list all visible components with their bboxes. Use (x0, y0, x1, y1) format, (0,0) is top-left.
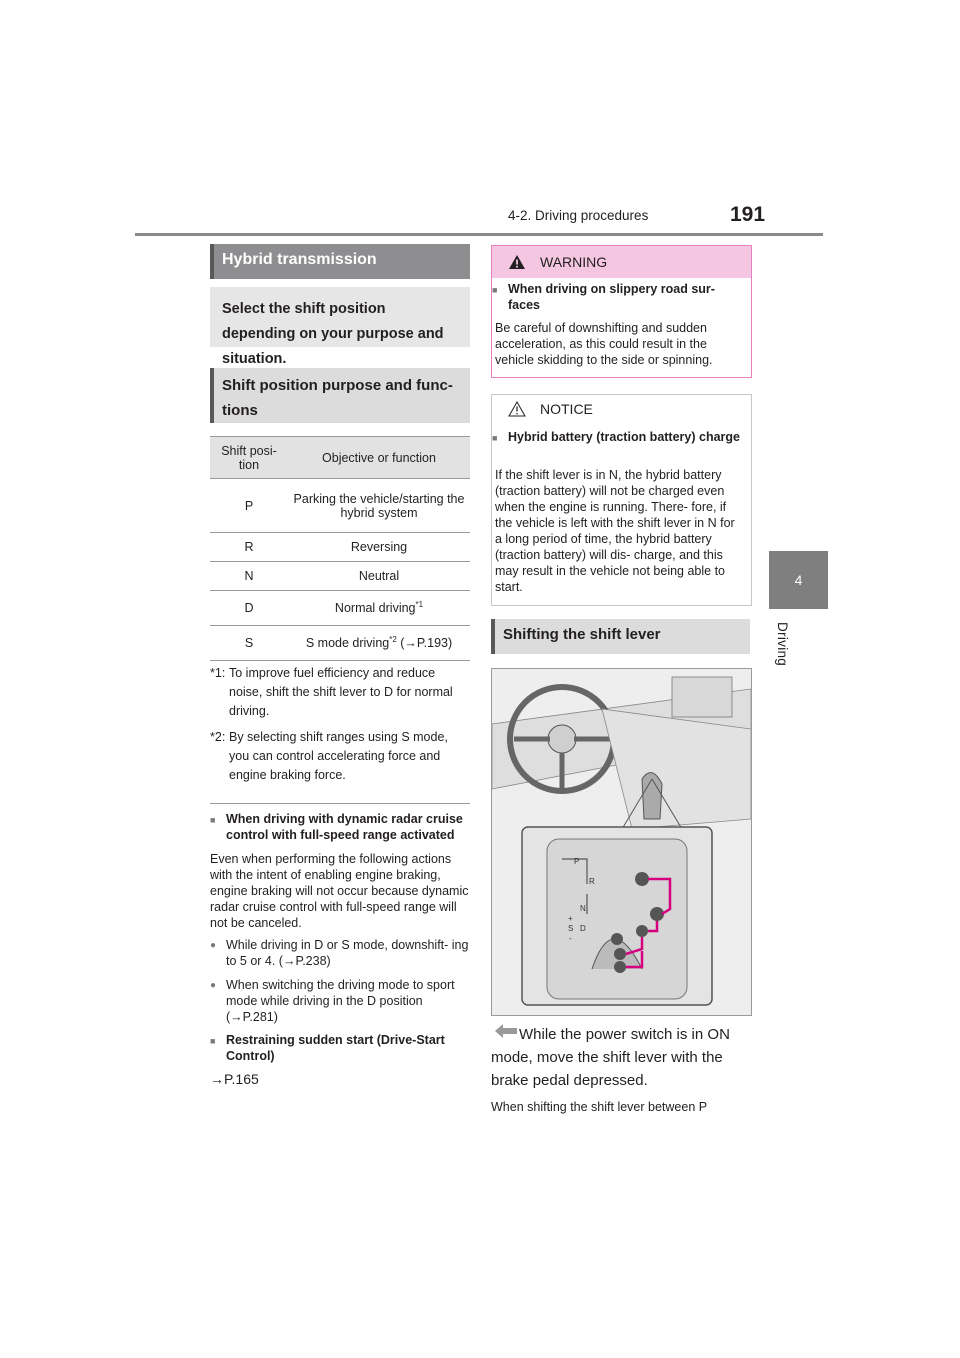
list-item: ● When switching the driving mode to sport mode while driving in the D position (→P.281) (210, 977, 470, 1025)
footnote-text: To improve fuel efficiency and reduce noise, shift the shift lever to D for normal driving. (229, 666, 453, 718)
page-reference[interactable]: →P.165 (210, 1071, 259, 1087)
note-title-radar-cruise: ■ When driving with dynamic radar cruise control with full-speed range activated (210, 811, 470, 843)
main-heading (210, 244, 470, 279)
svg-text:N: N (580, 904, 586, 913)
shift-function: Neutral (288, 562, 470, 591)
footnote-mark: *2: (210, 730, 226, 744)
instruction-text: While the power switch is in ON mode, move the shift lever with the brake pedal depressed. (491, 1026, 730, 1089)
shift-position: D (210, 591, 288, 626)
warning-header (492, 246, 751, 278)
svg-text:P: P (574, 857, 580, 866)
sub-heading-shift-positions-text: Shift position purpose and func- tions (222, 377, 453, 419)
shift-position-table (210, 436, 470, 661)
chapter-tab: 4 (769, 551, 828, 609)
table-row (210, 479, 470, 533)
cockpit-drawing (492, 669, 751, 1015)
chapter-tab-label: Driving (775, 622, 790, 667)
footnote (210, 728, 470, 785)
header-rule (135, 233, 823, 236)
shift-lever-illustration (491, 668, 752, 1016)
notice-title: ■ Hybrid battery (traction battery) charge (492, 429, 744, 445)
footnote-text: By selecting shift ranges using S mode, you can control accelerating force and engine braking force. (229, 730, 448, 782)
main-heading-text: Hybrid transmission (222, 251, 377, 268)
shift-lever-heading (491, 619, 750, 654)
footnote-ref: *2 (389, 635, 397, 645)
warning-icon (508, 254, 526, 270)
shift-position: P (210, 479, 288, 533)
shift-function: Reversing (288, 533, 470, 562)
note-title-drive-start-control: ■ Restraining sudden start (Drive-Start Control) (210, 1032, 470, 1064)
warning-label: WARNING (540, 254, 608, 270)
footnote-ref: *1 (415, 600, 424, 610)
warning-box (491, 245, 752, 378)
caution-icon (508, 401, 526, 417)
shift-lever-heading-text: Shifting the shift lever (503, 626, 661, 643)
notice-label: NOTICE (540, 401, 593, 417)
footnote-mark: *1: (210, 666, 226, 680)
heading-accent (210, 368, 214, 423)
list-item: ● While driving in D or S mode, downshift- ing to 5 or 4. (→P.238) (210, 937, 470, 969)
svg-text:S: S (568, 924, 574, 933)
heading-accent (491, 619, 495, 654)
shift-position: S (210, 626, 288, 661)
svg-text:D: D (580, 924, 586, 933)
note-body-radar-cruise: Even when performing the following actions with the intent of enabling engine braking, engine braking will not occur because dynamic radar cruise control with full-speed range will not be canceled. (210, 852, 469, 930)
shift-position: R (210, 533, 288, 562)
svg-text:-: - (569, 934, 572, 943)
warning-body: Be careful of downshifting and sudden acceleration, as this could result in the vehicle skidding to the side or spinning. (495, 321, 713, 367)
table-row (210, 626, 470, 661)
continuation-text: When shifting the shift lever between P (491, 1100, 708, 1114)
divider (210, 803, 470, 804)
sub-heading-intro (210, 287, 470, 367)
table-row (210, 591, 470, 626)
svg-text:R: R (589, 877, 595, 886)
table-header-position: Shift posi- tion (210, 437, 288, 479)
notice-box (491, 394, 752, 606)
section-title: 4-2. Driving procedures (508, 208, 649, 223)
shift-function: Normal driving$^{*1}$ (288, 591, 470, 626)
shift-function: S mode driving$^{*2}$ (→P.193) (288, 626, 470, 661)
footnote (210, 664, 470, 721)
notice-header (492, 395, 751, 425)
page-reference[interactable]: (→P.193) (396, 636, 453, 651)
table-row (210, 562, 470, 591)
table-header-row (210, 437, 470, 479)
table-header-function: Objective or function (288, 437, 470, 479)
shift-function: Parking the vehicle/starting the hybrid system (288, 479, 470, 533)
notice-body: If the shift lever is in N, the hybrid battery (traction battery) will not be charged even when the engine is running. There- fore, if the vehicle is left with the shift lever in N for a long period of time, the hybrid battery (traction battery) will dis- charge, and this may result in the vehicle not being able to start. (495, 468, 735, 594)
sub-heading-intro-text: Select the shift position depending on your purpose and situation. (222, 301, 444, 367)
shift-position: N (210, 562, 288, 591)
svg-text:+: + (568, 914, 573, 923)
warning-title: ■ When driving on slippery road sur- faces (492, 281, 744, 313)
heading-accent (210, 244, 214, 279)
page-number: 191 (730, 203, 766, 226)
table-row (210, 533, 470, 562)
sub-heading-shift-positions (210, 368, 470, 423)
